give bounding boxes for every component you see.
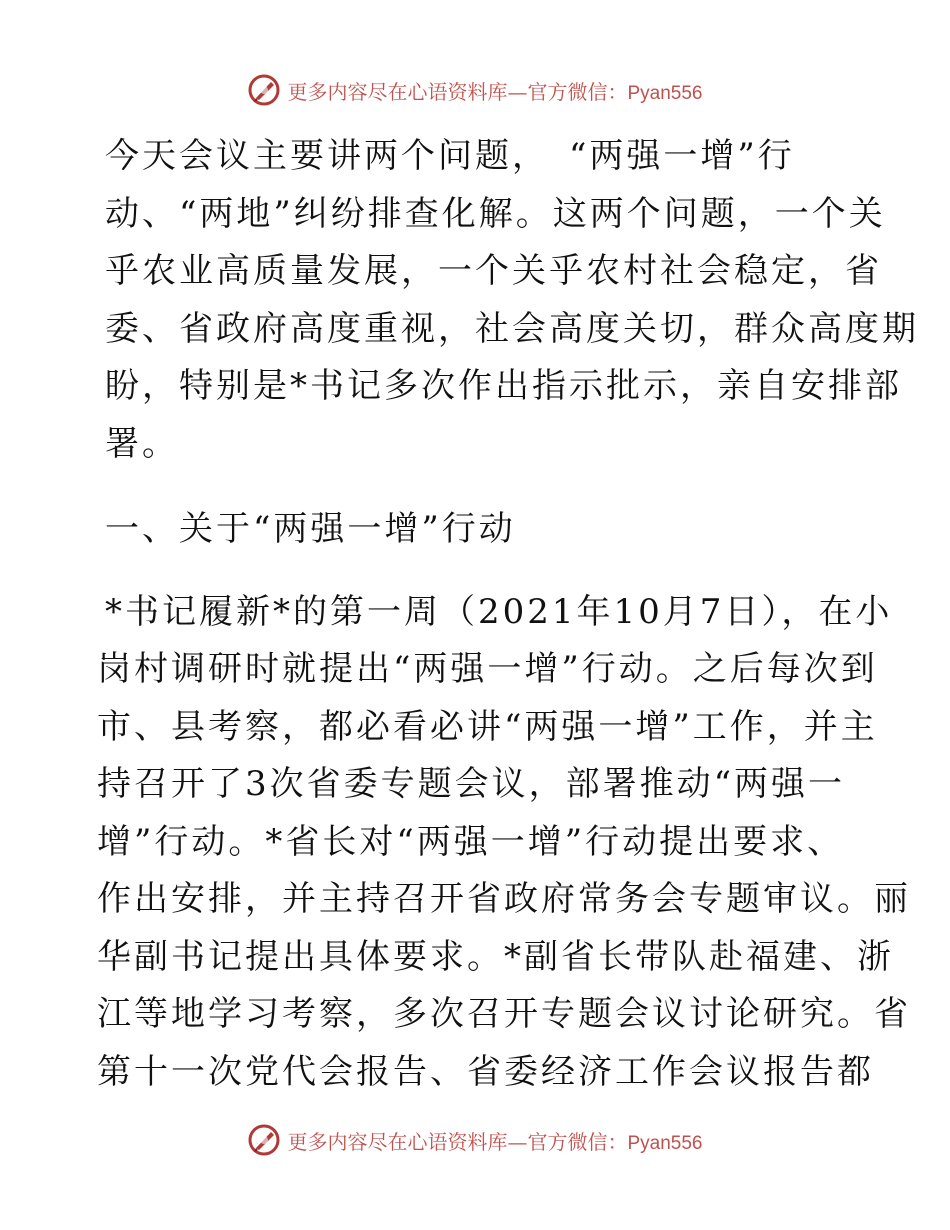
quill-logo-icon: [247, 73, 281, 107]
wechat-id: Pyan556: [627, 1132, 703, 1154]
text-line: 委、省政府高度重视，社会高度关切，群众高度期: [105, 308, 919, 349]
text-line: 华副书记提出具体要求。*副省长带队赴福建、浙: [97, 936, 894, 977]
quill-logo-icon: [247, 1123, 281, 1157]
header-watermark: [0, 70, 950, 110]
document-body: [97, 128, 919, 1101]
text-line: 作出安排，并主持召开省政府常务会专题审议。丽: [97, 879, 911, 919]
paragraph-body: [97, 584, 911, 1102]
watermark-text: 更多内容尽在心语资料库—官方微信：Pyan556: [287, 1129, 703, 1154]
text-line: 署。: [105, 423, 179, 464]
text-line: *书记履新*的第一周（2021年10月7日），在小: [105, 591, 893, 632]
text-line: 今天会议主要讲两个问题， “两强一增”行: [105, 136, 795, 176]
text-line: 第十一次党代会报告、省委经济工作会议报告都: [97, 1051, 874, 1092]
text-line: 动、“两地”纠纷排查化解。这两个问题，一个关: [105, 193, 886, 234]
text-line: 增”行动。*省长对“两强一增”行动提出要求、: [97, 821, 845, 862]
footer-watermark: [0, 1120, 950, 1160]
text-line: 乎农业高质量发展，一个关乎农村社会稳定，省: [105, 251, 882, 291]
text-line: 岗村调研时就提出“两强一增”行动。之后每次到: [97, 649, 878, 689]
text-line: 盼，特别是*书记多次作出指示批示，亲自安排部: [105, 366, 902, 406]
text-line: 持召开了3次省委专题会议，部署推动“两强一: [97, 764, 846, 804]
text-line: 市、县考察，都必看必讲“两强一增”工作，并主: [97, 706, 878, 747]
watermark-text: 更多内容尽在心语资料库—官方微信：Pyan556: [287, 79, 703, 104]
wechat-id: Pyan556: [627, 82, 703, 104]
heading-text: 一、关于“两强一增”行动: [105, 509, 516, 549]
section-heading: [97, 501, 857, 559]
paragraph-intro: [97, 128, 919, 473]
text-line: 江等地学习考察，多次召开专题会议讨论研究。省: [97, 994, 911, 1034]
